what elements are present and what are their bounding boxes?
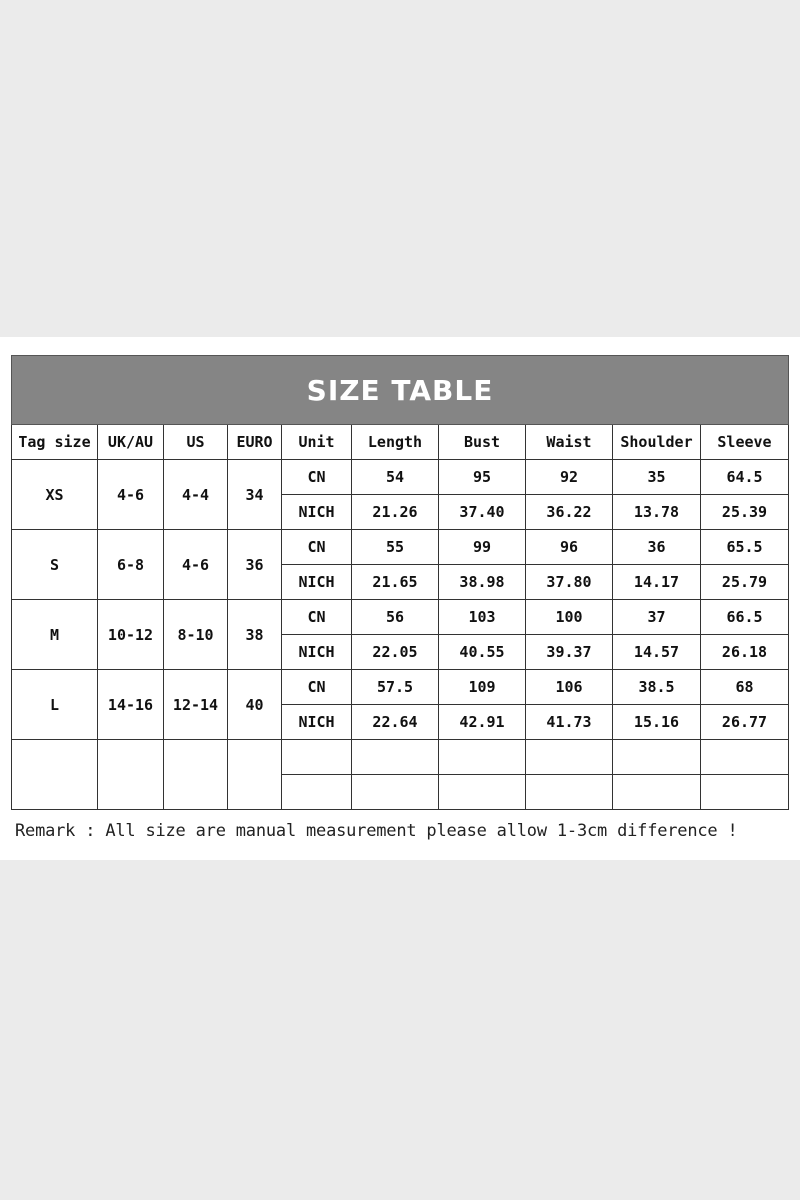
sleeve-cell: 66.5 [701, 600, 789, 635]
us-cell: 4-6 [164, 530, 228, 600]
length-cell: 21.65 [352, 565, 439, 600]
header-tag-size: Tag size [12, 425, 98, 460]
remark-note: Remark : All size are manual measurement please allow 1-3cm difference ! [15, 821, 738, 841]
length-cell: 55 [352, 530, 439, 565]
waist-cell: 36.22 [526, 495, 613, 530]
waist-cell: 100 [526, 600, 613, 635]
header-unit: Unit [282, 425, 352, 460]
empty-cell [613, 775, 701, 810]
length-cell: 21.26 [352, 495, 439, 530]
length-cell: 22.64 [352, 705, 439, 740]
empty-cell [439, 740, 526, 775]
length-cell: 54 [352, 460, 439, 495]
bust-cell: 40.55 [439, 635, 526, 670]
header-us: US [164, 425, 228, 460]
size-table [11, 355, 789, 810]
bust-cell: 109 [439, 670, 526, 705]
unit-cell: NICH [282, 635, 352, 670]
waist-cell: 92 [526, 460, 613, 495]
sleeve-cell: 64.5 [701, 460, 789, 495]
length-cell: 57.5 [352, 670, 439, 705]
unit-cell: CN [282, 530, 352, 565]
sleeve-cell: 25.79 [701, 565, 789, 600]
unit-cell: CN [282, 600, 352, 635]
length-cell: 56 [352, 600, 439, 635]
header-shoulder: Shoulder [613, 425, 701, 460]
empty-cell [526, 740, 613, 775]
empty-cell [98, 740, 164, 810]
uk-au-cell: 4-6 [98, 460, 164, 530]
waist-cell: 106 [526, 670, 613, 705]
empty-cell [701, 775, 789, 810]
empty-cell [12, 740, 98, 810]
table-row [12, 460, 789, 495]
euro-cell: 36 [228, 530, 282, 600]
empty-cell [282, 775, 352, 810]
waist-cell: 39.37 [526, 635, 613, 670]
uk-au-cell: 6-8 [98, 530, 164, 600]
bust-cell: 38.98 [439, 565, 526, 600]
shoulder-cell: 14.57 [613, 635, 701, 670]
waist-cell: 37.80 [526, 565, 613, 600]
empty-cell [282, 740, 352, 775]
shoulder-cell: 38.5 [613, 670, 701, 705]
bust-cell: 42.91 [439, 705, 526, 740]
length-cell: 22.05 [352, 635, 439, 670]
sleeve-cell: 25.39 [701, 495, 789, 530]
header-row [12, 425, 789, 460]
empty-row [12, 740, 789, 775]
header-euro: EURO [228, 425, 282, 460]
waist-cell: 41.73 [526, 705, 613, 740]
uk-au-cell: 10-12 [98, 600, 164, 670]
shoulder-cell: 15.16 [613, 705, 701, 740]
table-row [12, 670, 789, 705]
sleeve-cell: 65.5 [701, 530, 789, 565]
empty-cell [701, 740, 789, 775]
tag-size-cell: S [12, 530, 98, 600]
header-bust: Bust [439, 425, 526, 460]
unit-cell: NICH [282, 705, 352, 740]
empty-cell [439, 775, 526, 810]
us-cell: 4-4 [164, 460, 228, 530]
tag-size-cell: M [12, 600, 98, 670]
unit-cell: NICH [282, 495, 352, 530]
header-length: Length [352, 425, 439, 460]
header-waist: Waist [526, 425, 613, 460]
table-row [12, 530, 789, 565]
sleeve-cell: 26.18 [701, 635, 789, 670]
unit-cell: CN [282, 460, 352, 495]
empty-cell [526, 775, 613, 810]
empty-cell [352, 775, 439, 810]
waist-cell: 96 [526, 530, 613, 565]
table-title: SIZE TABLE [12, 356, 789, 425]
tag-size-cell: XS [12, 460, 98, 530]
shoulder-cell: 35 [613, 460, 701, 495]
unit-cell: NICH [282, 565, 352, 600]
sleeve-cell: 26.77 [701, 705, 789, 740]
euro-cell: 38 [228, 600, 282, 670]
us-cell: 8-10 [164, 600, 228, 670]
tag-size-cell: L [12, 670, 98, 740]
empty-cell [352, 740, 439, 775]
shoulder-cell: 37 [613, 600, 701, 635]
bust-cell: 37.40 [439, 495, 526, 530]
shoulder-cell: 13.78 [613, 495, 701, 530]
bust-cell: 95 [439, 460, 526, 495]
table-row [12, 600, 789, 635]
shoulder-cell: 36 [613, 530, 701, 565]
empty-cell [228, 740, 282, 810]
bust-cell: 99 [439, 530, 526, 565]
size-chart-card [0, 337, 800, 860]
empty-cell [164, 740, 228, 810]
empty-cell [613, 740, 701, 775]
euro-cell: 40 [228, 670, 282, 740]
unit-cell: CN [282, 670, 352, 705]
sleeve-cell: 68 [701, 670, 789, 705]
shoulder-cell: 14.17 [613, 565, 701, 600]
bust-cell: 103 [439, 600, 526, 635]
uk-au-cell: 14-16 [98, 670, 164, 740]
euro-cell: 34 [228, 460, 282, 530]
us-cell: 12-14 [164, 670, 228, 740]
header-uk-au: UK/AU [98, 425, 164, 460]
header-sleeve: Sleeve [701, 425, 789, 460]
